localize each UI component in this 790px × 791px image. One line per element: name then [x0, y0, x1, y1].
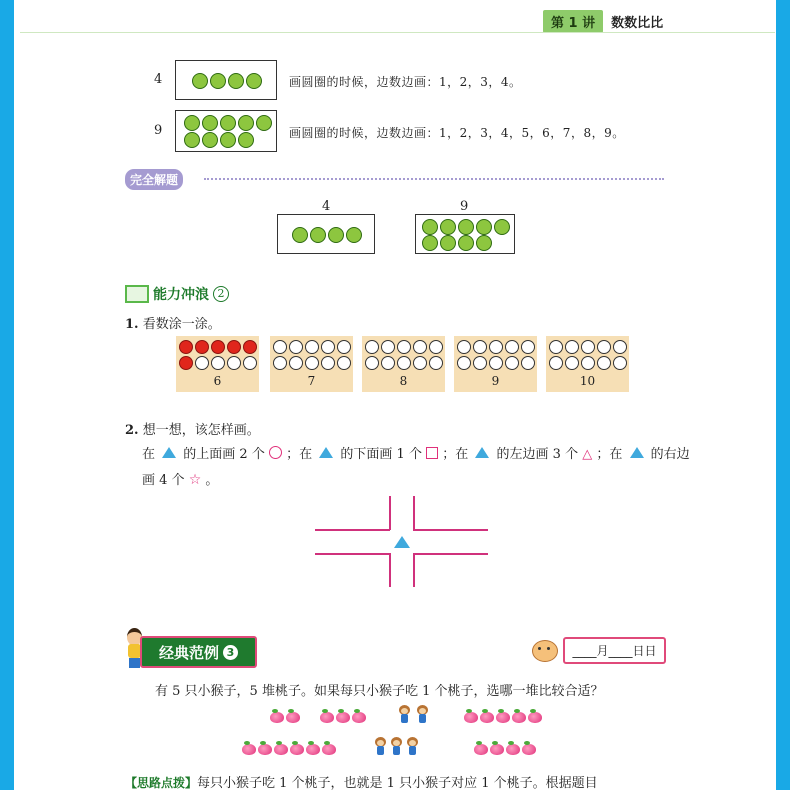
red-circle	[211, 340, 225, 354]
q2-text-segment: ；在	[286, 447, 313, 462]
green-dot	[476, 219, 492, 235]
q2-instruction-line-2	[142, 469, 218, 488]
empty-circle[interactable]	[581, 356, 595, 370]
empty-circle[interactable]	[565, 340, 579, 354]
empty-circle[interactable]	[305, 340, 319, 354]
page-header	[543, 10, 663, 32]
count-tile	[176, 336, 259, 392]
road-line	[389, 496, 391, 530]
q2-text-segment: 的上面画 2 个	[183, 447, 265, 462]
tile-number: 10	[579, 374, 596, 388]
empty-circle[interactable]	[565, 356, 579, 370]
empty-circle[interactable]	[273, 340, 287, 354]
peach-icon	[480, 709, 494, 723]
q1-text: 看数涂一涂。	[142, 317, 221, 332]
green-dot	[184, 132, 200, 148]
solution-label-9: 9	[460, 199, 469, 214]
empty-circle[interactable]	[305, 356, 319, 370]
peach-icon	[490, 741, 504, 755]
solution-box-9	[415, 214, 515, 254]
right-side-bar	[776, 0, 790, 790]
green-dot	[346, 227, 362, 243]
peach-icon	[320, 709, 334, 723]
empty-circle[interactable]	[613, 340, 627, 354]
empty-circle[interactable]	[321, 340, 335, 354]
green-dot	[328, 227, 344, 243]
road-line	[413, 529, 488, 531]
triangle-icon	[319, 447, 333, 458]
q2-text-segment: 在	[142, 447, 156, 462]
empty-circle[interactable]	[289, 356, 303, 370]
tile-number: 6	[213, 374, 222, 388]
empty-circle[interactable]	[505, 356, 519, 370]
empty-circle[interactable]	[413, 356, 427, 370]
peach-icon	[242, 741, 256, 755]
tile-number: 7	[307, 374, 316, 388]
draw-box-9	[175, 110, 277, 152]
triangle-icon	[475, 447, 489, 458]
empty-circle[interactable]	[473, 340, 487, 354]
road-line	[389, 553, 391, 587]
header-divider	[20, 32, 775, 33]
peach-icon	[274, 741, 288, 755]
peach-icon	[528, 709, 542, 723]
peach-icon	[290, 741, 304, 755]
empty-circle[interactable]	[337, 340, 351, 354]
empty-circle	[243, 356, 257, 370]
circle-icon	[269, 446, 282, 459]
draw-line-text-1: 画圆圈的时候，边数边画：1，2，3，4。	[289, 75, 522, 89]
red-circle	[195, 340, 209, 354]
lesson-label: 第 1 讲	[543, 10, 603, 33]
green-dot	[422, 235, 438, 251]
q2-text-segment: ；在	[596, 447, 623, 462]
monkey-icon	[416, 705, 429, 723]
ability-num: 2	[213, 286, 229, 302]
solution-dotted-line	[204, 178, 664, 180]
green-dot	[422, 219, 438, 235]
example-title: 经典范例	[158, 643, 219, 662]
empty-circle[interactable]	[473, 356, 487, 370]
peach-icon	[336, 709, 350, 723]
peach-icon	[258, 741, 272, 755]
q2-text-segment: 画 4 个	[142, 473, 185, 488]
green-dot	[220, 132, 236, 148]
tip-line	[125, 772, 598, 791]
count-tile	[270, 336, 353, 392]
solution-title	[125, 169, 183, 190]
q1-number: 1.	[125, 317, 139, 332]
empty-circle[interactable]	[521, 356, 535, 370]
q1-line	[125, 313, 221, 332]
q2-instruction-line-1	[142, 443, 690, 462]
tile-number: 8	[399, 374, 408, 388]
empty-circle[interactable]	[457, 340, 471, 354]
peach-icon	[322, 741, 336, 755]
empty-circle	[211, 356, 225, 370]
empty-circle[interactable]	[397, 356, 411, 370]
green-dot	[458, 235, 474, 251]
q2-text: 想一想，该怎样画。	[142, 423, 260, 438]
empty-circle[interactable]	[365, 340, 379, 354]
empty-circle[interactable]	[597, 340, 611, 354]
red-circle	[179, 356, 193, 370]
green-dot	[202, 132, 218, 148]
triangle-icon	[162, 447, 176, 458]
empty-circle[interactable]	[613, 356, 627, 370]
empty-circle[interactable]	[365, 356, 379, 370]
red-circle	[227, 340, 241, 354]
green-dot	[310, 227, 326, 243]
peach-icon	[464, 709, 478, 723]
left-side-bar	[0, 0, 14, 790]
triangle-icon	[630, 447, 644, 458]
count-tile	[454, 336, 537, 392]
monkey-icon	[398, 705, 411, 723]
road-line	[413, 553, 488, 555]
road-line	[315, 529, 390, 531]
peach-icon	[286, 709, 300, 723]
solution-label-4: 4	[322, 199, 331, 214]
cat-icon	[529, 637, 559, 661]
road-line	[413, 553, 415, 587]
empty-circle	[195, 356, 209, 370]
peach-icon	[522, 741, 536, 755]
green-dot	[440, 235, 456, 251]
q2-text-segment: 的左边画 3 个	[496, 447, 579, 462]
red-circle	[179, 340, 193, 354]
empty-circle[interactable]	[489, 340, 503, 354]
red-circle	[243, 340, 257, 354]
count-tile	[362, 336, 445, 392]
empty-circle[interactable]	[581, 340, 595, 354]
monkey-icon	[390, 737, 403, 755]
green-dot	[192, 73, 208, 89]
road-line	[413, 496, 415, 530]
empty-circle[interactable]	[397, 340, 411, 354]
draw-number-4: 4	[154, 72, 163, 87]
green-dot	[440, 219, 456, 235]
q2-text-segment: 的下面画 1 个	[340, 447, 422, 462]
empty-circle[interactable]	[549, 340, 563, 354]
draw-box-4	[175, 60, 277, 100]
green-dot	[184, 115, 200, 131]
empty-circle[interactable]	[521, 340, 535, 354]
center-triangle-icon	[394, 536, 410, 548]
date-text: ____月____日	[572, 644, 645, 658]
peach-icon	[512, 709, 526, 723]
peach-icon	[496, 709, 510, 723]
star-icon: ☆	[188, 472, 202, 488]
peach-icon	[506, 741, 520, 755]
ability-title-text: 能力冲浪	[153, 287, 209, 303]
peach-icon	[306, 741, 320, 755]
date-day-suffix: 日	[644, 644, 657, 658]
peach-icon	[352, 709, 366, 723]
solution-box-4	[277, 214, 375, 254]
peach-icon	[474, 741, 488, 755]
green-dot	[228, 73, 244, 89]
draw-number-9: 9	[154, 123, 163, 138]
empty-circle[interactable]	[457, 356, 471, 370]
green-dot	[202, 115, 218, 131]
green-dot	[238, 132, 254, 148]
green-dot	[494, 219, 510, 235]
lesson-topic: 数数比比	[611, 15, 664, 31]
q2-line	[125, 419, 260, 438]
empty-circle	[227, 356, 241, 370]
q2-text-segment: 。	[205, 473, 219, 488]
empty-circle[interactable]	[289, 340, 303, 354]
empty-circle[interactable]	[381, 340, 395, 354]
green-dot	[246, 73, 262, 89]
ability-book-icon	[125, 285, 149, 303]
solution-title-pill: 完全解题	[125, 169, 183, 190]
empty-circle[interactable]	[381, 356, 395, 370]
empty-circle[interactable]	[429, 340, 443, 354]
peach-icon	[270, 709, 284, 723]
green-dot	[256, 115, 272, 131]
empty-circle[interactable]	[597, 356, 611, 370]
empty-circle[interactable]	[273, 356, 287, 370]
date-box[interactable]	[563, 637, 666, 664]
tip-text: 每只小猴子吃 1 个桃子，也就是 1 只小猴子对应 1 个桃子。根据题目	[197, 776, 598, 791]
monkey-icon	[374, 737, 387, 755]
ability-title	[125, 284, 229, 304]
count-tile	[546, 336, 629, 392]
tile-number: 9	[491, 374, 500, 388]
green-dot	[476, 235, 492, 251]
monkey-icon	[406, 737, 419, 755]
green-dot	[238, 115, 254, 131]
empty-circle[interactable]	[413, 340, 427, 354]
example-num: 3	[223, 645, 238, 660]
example-banner	[140, 636, 257, 668]
empty-circle[interactable]	[429, 356, 443, 370]
triangle-outline-icon: △	[582, 447, 593, 462]
example-question: 有 5 只小猴子，5 堆桃子。如果每只小猴子吃 1 个桃子，选哪一堆比较合适？	[155, 684, 604, 699]
square-icon	[426, 447, 438, 459]
q2-text-segment: ；在	[442, 447, 469, 462]
q2-number: 2.	[125, 423, 139, 438]
green-dot	[220, 115, 236, 131]
green-dot	[292, 227, 308, 243]
green-dot	[210, 73, 226, 89]
draw-line-text-2: 画圆圈的时候，边数边画：1，2，3，4，5，6，7，8，9。	[289, 126, 625, 140]
road-line	[315, 553, 390, 555]
empty-circle[interactable]	[505, 340, 519, 354]
tip-key: 【思路点拨】	[125, 776, 198, 790]
empty-circle[interactable]	[489, 356, 503, 370]
empty-circle[interactable]	[549, 356, 563, 370]
empty-circle[interactable]	[337, 356, 351, 370]
empty-circle[interactable]	[321, 356, 335, 370]
green-dot	[458, 219, 474, 235]
q2-text-segment: 的右边	[650, 447, 690, 462]
